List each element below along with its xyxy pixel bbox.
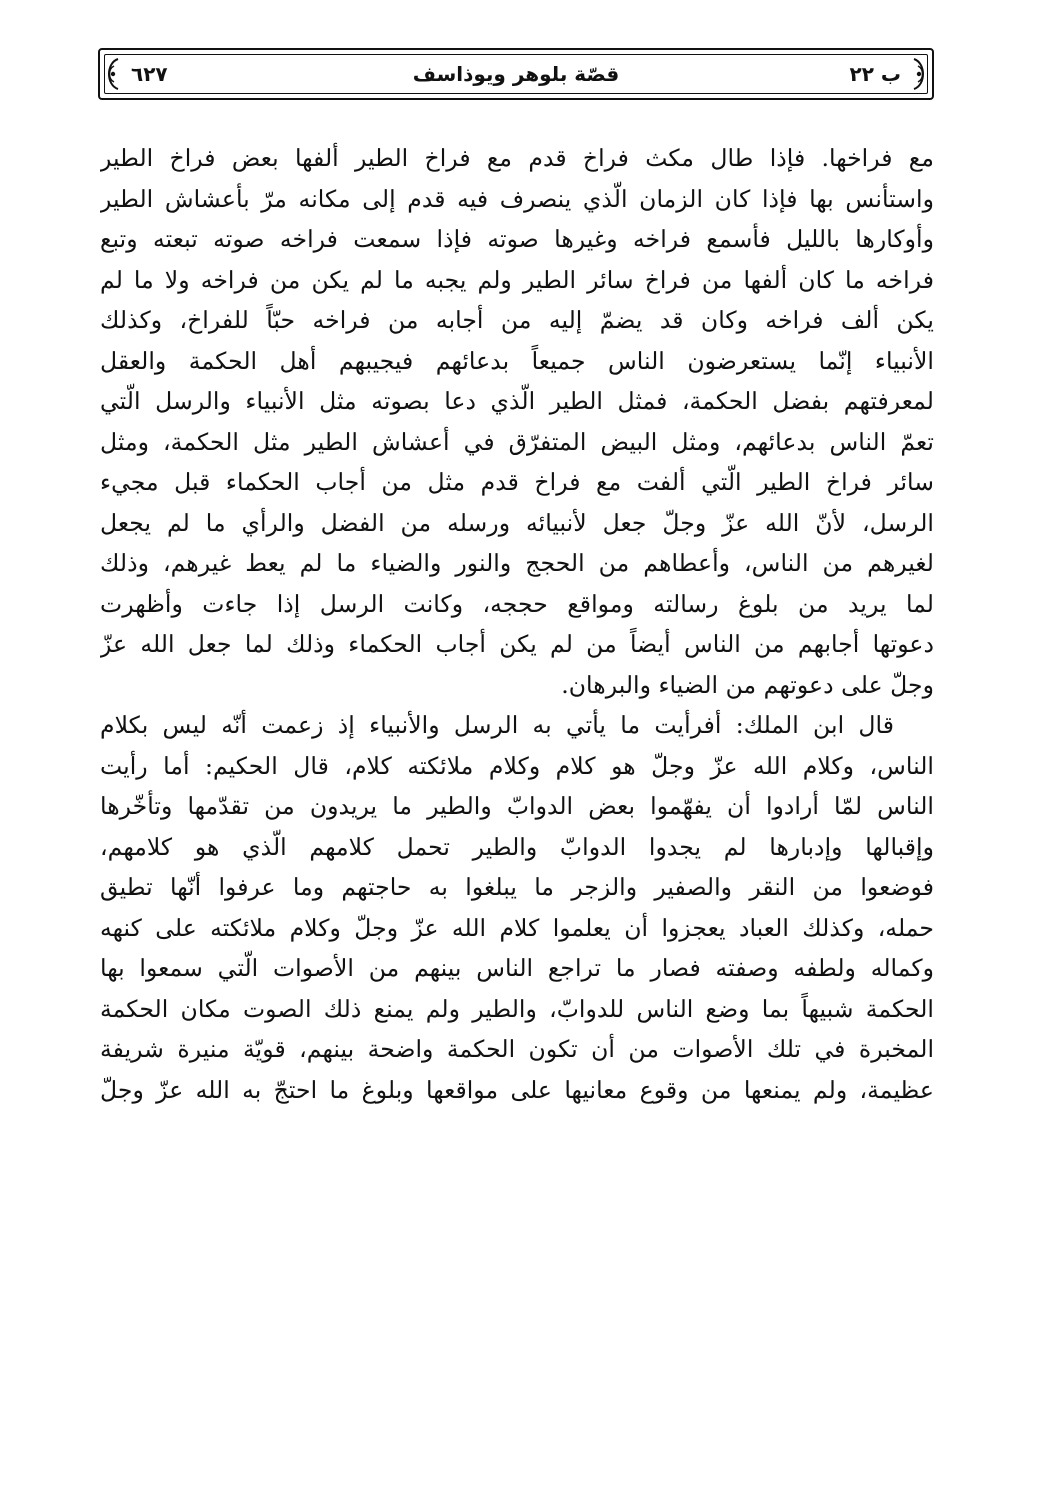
text-line: حمله، وكذلك العباد يعجزوا أن يعلموا كلام الله عزّ وجلّ وكلام ملائكته على كنهه: [100, 913, 934, 942]
text-line: وإقبالها وإدبارها لم يجدوا الدوابّ والطير تحمل كلامهم الّذي هو كلامهم،: [100, 832, 934, 861]
text-line: الناس، وكلام الله عزّ وجلّ هو كلام وكلام ملائكته كلام، قال الحكيم: أما رأيت: [100, 751, 934, 780]
running-header: [98, 48, 934, 100]
text-line: الرسل، لأنّ الله عزّ وجلّ جعل لأنبيائه ورسله من الفضل والرأي ما لم يجعل: [100, 508, 934, 537]
text-line: فراخه ما كان ألفها من فراخ سائر الطير ولم يجبه ما لم يكن من فراخه ولا ما لم: [100, 265, 934, 294]
text-line: الأنبياء إنّما يستعرضون الناس جميعاً بدعائهم فيجيبهم أهل الحكمة والعقل: [100, 346, 934, 375]
text-line: عظيمة، ولم يمنعها من وقوع معانيها على مواقعها وبلوغ ما احتجّ به الله عزّ وجلّ: [100, 1075, 934, 1104]
paragraph-2: [100, 705, 934, 1110]
text-line: المخبرة في تلك الأصوات من أن تكون الحكمة واضحة بينهم، قويّة منيرة شريفة: [100, 1035, 934, 1063]
text-line: مع فراخها. فإذا طال مكث فراخ قدم مع فراخ الطير ألفها بعض فراخ الطير: [100, 144, 934, 172]
text-line: لغيرهم من الناس، وأعطاهم من الحجج والنور والضياء ما لم يعط غيرهم، وذلك: [100, 549, 934, 577]
page-body: [100, 138, 934, 1110]
text-line: دعوتها أجابهم من الناس أيضاً من لم يكن أجاب الحكماء وذلك لما جعل الله عزّ: [100, 630, 934, 658]
book-title: قصّة بلوهر ويوذاسف: [412, 62, 620, 86]
text-line: الناس لمّا أرادوا أن يفهّموا بعض الدوابّ والطير ما يريدون من تقدّمها وتأخّرها: [100, 792, 934, 820]
text-line: وجلّ على دعوتهم من الضياء والبرهان.: [561, 670, 934, 699]
text-line: وكماله ولطفه وصفته فصار ما تراجع الناس بينهم من الأصوات الّتي سمعوا بها: [100, 954, 934, 982]
text-line: الحكمة شبيهاً بما وضع الناس للدوابّ، والطير ولم يمنع ذلك الصوت مكان الحكمة: [100, 994, 934, 1023]
page-number: ٦٢٧: [131, 62, 168, 86]
text-line: فوضعوا من النقر والصفير والزجر ما يبلغوا به حاجتهم وما عرفوا أنّها تطيق: [100, 873, 934, 901]
text-line: تعمّ الناس بدعائهم، ومثل البيض المتفرّق في أعشاش الطير مثل الحكمة، ومثل: [100, 427, 934, 456]
text-line: يكن ألف فراخه وكان قد يضمّ إليه من أجابه من فراخه حبّاً للفراخ، وكذلك: [100, 306, 934, 334]
paragraph-1: [100, 138, 934, 705]
text-line: لما يريد من بلوغ رسالته ومواقع حججه، وكانت الرسل إذا جاءت وأظهرت: [100, 589, 934, 618]
text-line: سائر فراخ الطير الّتي ألفت مع فراخ قدم مثل من أجاب الحكماء قبل مجيء: [100, 468, 934, 496]
text-line: قال ابن الملك: أفرأيت ما يأتي به الرسل والأنبياء إذ زعمت أنّه ليس بكلام: [100, 711, 894, 739]
text-line: وأوكارها بالليل فأسمع فراخه وغيرها صوته فإذا سمعت فراخه صوته تبعته وتبع: [100, 225, 934, 253]
text-line: لمعرفتهم بفضل الحكمة، فمثل الطير الّذي دعا بصوته مثل الأنبياء والرسل الّتي: [100, 387, 934, 415]
text-line: واستأنس بها فإذا كان الزمان الّذي ينصرف فيه قدم إلى مكانه مرّ بأعشاش الطير: [100, 184, 934, 213]
chapter-marker: ب ٢٢: [849, 62, 901, 86]
header-inner-frame: [104, 54, 928, 94]
